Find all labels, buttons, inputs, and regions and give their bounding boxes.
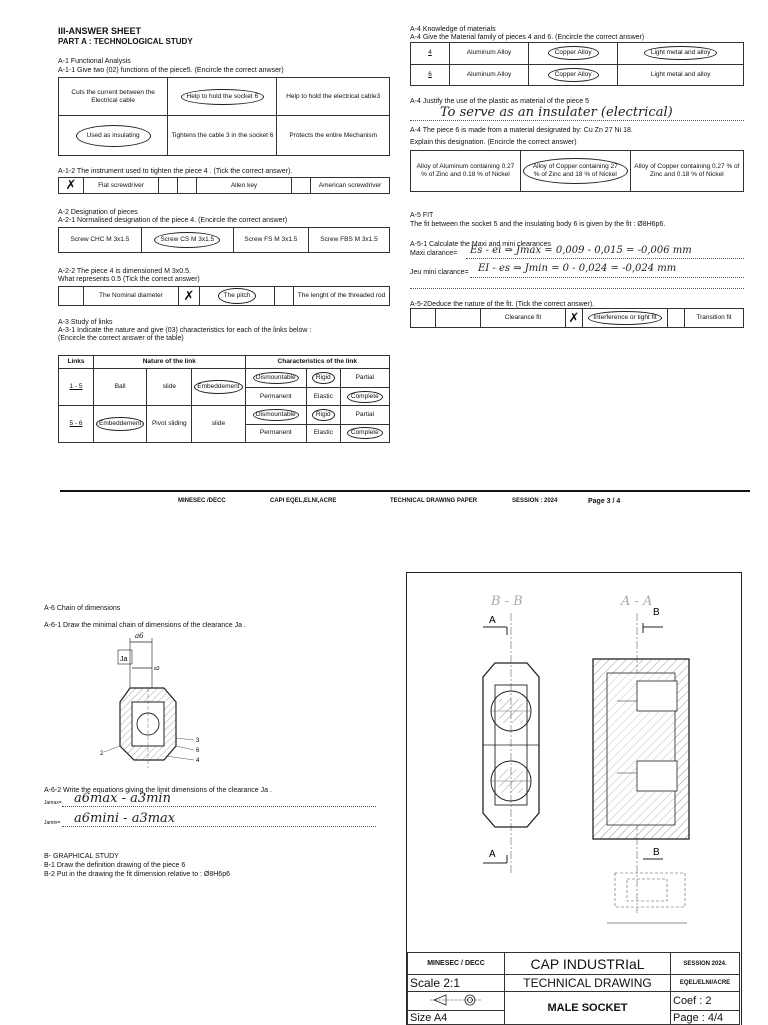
mini-label: Jeu mini clarance= <box>410 269 469 276</box>
materials-table <box>410 42 744 86</box>
tb-exam: CAP INDUSTRIaL <box>505 953 671 975</box>
material-cell: Light metal and alloy <box>618 64 744 86</box>
part-title: PART A : TECHNOLOGICAL STUDY <box>58 37 193 46</box>
tb-org: MINESEC / DECC <box>408 953 505 975</box>
material-cell-circled: Light metal and alloy <box>644 46 718 60</box>
char-circled: Dismountable <box>253 372 299 384</box>
tb-subject: TECHNICAL DRAWING <box>505 975 671 992</box>
jamax-label: Jamax= <box>44 800 62 806</box>
page-divider <box>60 490 750 492</box>
section-a3: A-3 Study of links <box>58 319 113 326</box>
link-nature: slide <box>147 369 192 406</box>
material-cell: Aluminum Alloy <box>450 64 529 86</box>
screw-cell: Screw FS M 3x1.5 <box>233 228 308 253</box>
question-a12: A-1-2 The instrument used to tighten the piece 4 . (Tick the correct answer). <box>58 168 293 175</box>
func-cell-circled: Used as insulating <box>76 125 151 147</box>
tb-coef: Coef : 2 <box>671 992 740 1011</box>
sheet-title: III-ANSWER SHEET <box>58 26 142 36</box>
chain-of-dimensions-figure <box>90 628 230 778</box>
section-mark-b-bottom: B <box>653 847 660 858</box>
mini-answer: EI - es ⇒ Jmin = 0 - 0,024 = -0,024 mm <box>478 263 677 274</box>
tb-session: SESSION 2024. <box>671 953 740 975</box>
alloy-cell-circled: Alloy of Copper containing 27 % of Zinc and 18 % of Nickel <box>523 158 628 184</box>
section-a5: A-5 FIT <box>410 212 434 219</box>
tool-cell: Flat screwdriver <box>84 178 159 194</box>
fig-label-6: 6 <box>196 748 200 754</box>
section-a6: A-6 Chain of dimensions <box>44 605 121 612</box>
answer-line <box>410 288 744 289</box>
projection-icon <box>426 993 486 1007</box>
tick-mark: ✗ <box>179 287 200 306</box>
link-nature-circled: Embeddement <box>96 417 144 431</box>
section-b: B- GRAPHICAL STUDY <box>44 853 119 860</box>
fig-label-3: 3 <box>196 738 200 744</box>
tools-table <box>58 177 390 194</box>
alloy-cell: Alloy of Aluminum containing 0.27 % of Zinc and 0.18 % of Nickel <box>411 151 521 192</box>
link-name: 5 - 6 <box>59 406 94 443</box>
links-head: Characteristics of the link <box>245 356 389 369</box>
fig-label-a6: a6 <box>135 632 144 640</box>
func-cell-circled: Help to hold the socket 6 <box>181 89 265 105</box>
question-a62: A-6-2 Write the equations giving the limit dimensions of the clearance Ja . <box>44 787 272 794</box>
question-a22: A-2-2 The piece 4 is dimensioned M 3x0.5. <box>58 268 191 275</box>
question-a31: A-3-1 Indicate the nature and give (03) characteristics for each of the links below : <box>58 327 312 334</box>
screw-cell-circled: Screw CS M 3x1.5 <box>154 232 220 248</box>
section-mark-b-top: B <box>653 607 660 618</box>
char-circled: Complete <box>347 427 383 439</box>
char-circled: Complete <box>347 391 383 403</box>
view-label-aa: A - A <box>621 594 653 609</box>
char-cell: Elastic <box>306 424 340 442</box>
link-nature-circled: Embeddement <box>194 380 242 394</box>
func-cell: Tightens the cable 3 in the socket 6 <box>168 116 277 156</box>
jamax-answer: a6max - a3min <box>74 791 171 806</box>
links-table <box>58 355 390 443</box>
func-cell: Cuts the current between the Electrical cable <box>59 78 168 116</box>
footer-org: MINESEC /DECC <box>178 498 226 504</box>
section-a1: A-1 Functional Analysis <box>58 58 131 65</box>
char-cell: Permanent <box>245 387 306 405</box>
tb-size: Size A4 <box>408 1011 505 1025</box>
answer-line <box>470 277 744 278</box>
question-b2: B-2 Put in the drawing the fit dimension relative to : Ø8H6p6 <box>44 871 230 878</box>
fit-cell: Transition fit <box>685 309 744 328</box>
question-a11: A-1-1 Give two (02) functions of the piece5. (Encircle the correct anwser) <box>58 67 284 74</box>
fig-label-2: 2 <box>100 751 104 757</box>
question-a4b: A-4 Give the Material family of pieces 4 and 6. (Encircle the correct answer) <box>410 34 645 41</box>
piece-number: 4 <box>411 43 450 65</box>
question-a4c: A-4 Justify the use of the plastic as material of the piece 5 <box>410 98 589 105</box>
footer-spec: CAPI EQEL,ELNI,ACRE <box>270 498 337 504</box>
piece-number: 6 <box>411 64 450 86</box>
fig-label-ja: Ja <box>120 656 128 663</box>
section-a4: A-4 Knowledge of materials <box>410 26 496 33</box>
alloy-cell: Alloy of Copper containing 0.27 % of Zinc and 0.18 % of Nickel <box>630 151 743 192</box>
material-cell: Aluminum Alloy <box>450 43 529 65</box>
answer-line <box>62 826 376 827</box>
title-block <box>407 952 740 1025</box>
maxi-answer: Es - ei ⇒ Jmax = 0,009 - 0,015 = -0,006 mm <box>470 245 692 256</box>
view-label-bb: B - B <box>491 594 523 609</box>
projection-symbol <box>408 992 505 1011</box>
jamin-answer: a6mini - a3max <box>74 811 176 826</box>
tb-page: Page : 4/4 <box>671 1011 740 1025</box>
link-nature: Ball <box>94 369 147 406</box>
dim-cell: The Nominal diameter <box>84 287 179 306</box>
char-circled: Rigid <box>312 372 335 384</box>
char-cell: Partial <box>340 369 389 387</box>
links-head: Nature of the link <box>94 356 246 369</box>
char-cell: Elastic <box>306 387 340 405</box>
tb-spec: EQEL/ELNI/ACRE <box>671 975 740 992</box>
fig-label-4: 4 <box>196 758 200 764</box>
section-mark-a-top: A <box>489 615 496 626</box>
question-a4e: Explain this designation. (Encircle the correct answer) <box>410 139 577 146</box>
tb-scale: Scale 2:1 <box>408 975 505 992</box>
question-a31b: (Encircle the correct answer of the table) <box>58 335 184 342</box>
answer-line <box>466 258 744 259</box>
func-cell: Protects the entire Mechanism <box>277 116 390 156</box>
links-head: Links <box>59 356 94 369</box>
jamin-label: Jamin= <box>44 820 61 826</box>
footer-page: Page 3 / 4 <box>588 498 621 505</box>
dim-cell: The lenght of the threaded rod <box>294 287 390 306</box>
footer-subject: TECHNICAL DRAWING PAPER <box>390 498 478 504</box>
tool-cell: American screwdriver <box>311 178 390 194</box>
screw-cell: Screw CHC M 3x1.5 <box>59 228 142 253</box>
question-a22b: What represents 0.5 (Tick the correct answer) <box>58 276 200 283</box>
material-cell-circled: Copper Alloy <box>548 46 599 60</box>
section-a2: A-2 Designation of pieces <box>58 209 138 216</box>
func-cell: Help to hold the electrical cable3 <box>277 78 390 116</box>
material-cell-circled: Copper Alloy <box>548 68 599 82</box>
dims-table <box>58 286 390 306</box>
screws-table <box>58 227 390 253</box>
dim-cell-circled: The pitch <box>218 288 257 304</box>
char-circled: Dismountable <box>253 409 299 421</box>
fit-cell-circled: Interference or tight fit <box>588 311 661 325</box>
link-nature: Pivot sliding <box>147 406 192 443</box>
fig-label-a3: a3 <box>154 666 160 672</box>
alloys-table <box>410 150 744 192</box>
link-name: 1 - 5 <box>59 369 94 406</box>
footer-session: SESSION : 2024 <box>512 498 558 504</box>
answer-a4c: To serve as an insulater (electrical) <box>440 105 673 120</box>
answer-line <box>410 120 744 121</box>
tick-mark: ✗ <box>59 178 84 194</box>
char-circled: Rigid <box>312 409 335 421</box>
technical-drawing <box>407 573 739 945</box>
question-b1: B-1 Draw the definition drawing of the piece 6 <box>44 862 186 869</box>
tick-mark: ✗ <box>566 309 583 328</box>
question-a21: A-2-1 Normalised designation of the piece 4. (Encircle the correct answer) <box>58 217 288 224</box>
question-a5b: The fit between the socket 5 and the insulating body 6 is given by the fit : Ø8H6p6. <box>410 221 666 228</box>
fits-table <box>410 308 744 328</box>
question-a4d: A-4 The piece 6 is made from a material designated by: Cu Zn 27 Ni 18. <box>410 127 633 134</box>
tool-cell: Allen key <box>197 178 292 194</box>
question-a61: A-6-1 Draw the minimal chain of dimensions of the clearance Ja . <box>44 622 246 629</box>
char-cell: Partial <box>340 406 389 424</box>
question-a52: A-5-2Deduce the nature of the fit. (Tick the correct answer). <box>410 301 595 308</box>
fit-cell: Clearance fit <box>481 309 566 328</box>
tb-part: MALE SOCKET <box>505 992 671 1025</box>
section-mark-a-bottom: A <box>489 849 496 860</box>
char-cell: Permanent <box>245 424 306 442</box>
answer-line <box>62 806 376 807</box>
question-a51: A-5-1 Calculate the Maxi and mini clearances <box>410 241 551 248</box>
maxi-label: Maxi clarance= <box>410 250 458 257</box>
functions-table <box>58 77 390 156</box>
screw-cell: Screw FBS M 3x1.5 <box>309 228 390 253</box>
link-nature: slide <box>192 406 245 443</box>
